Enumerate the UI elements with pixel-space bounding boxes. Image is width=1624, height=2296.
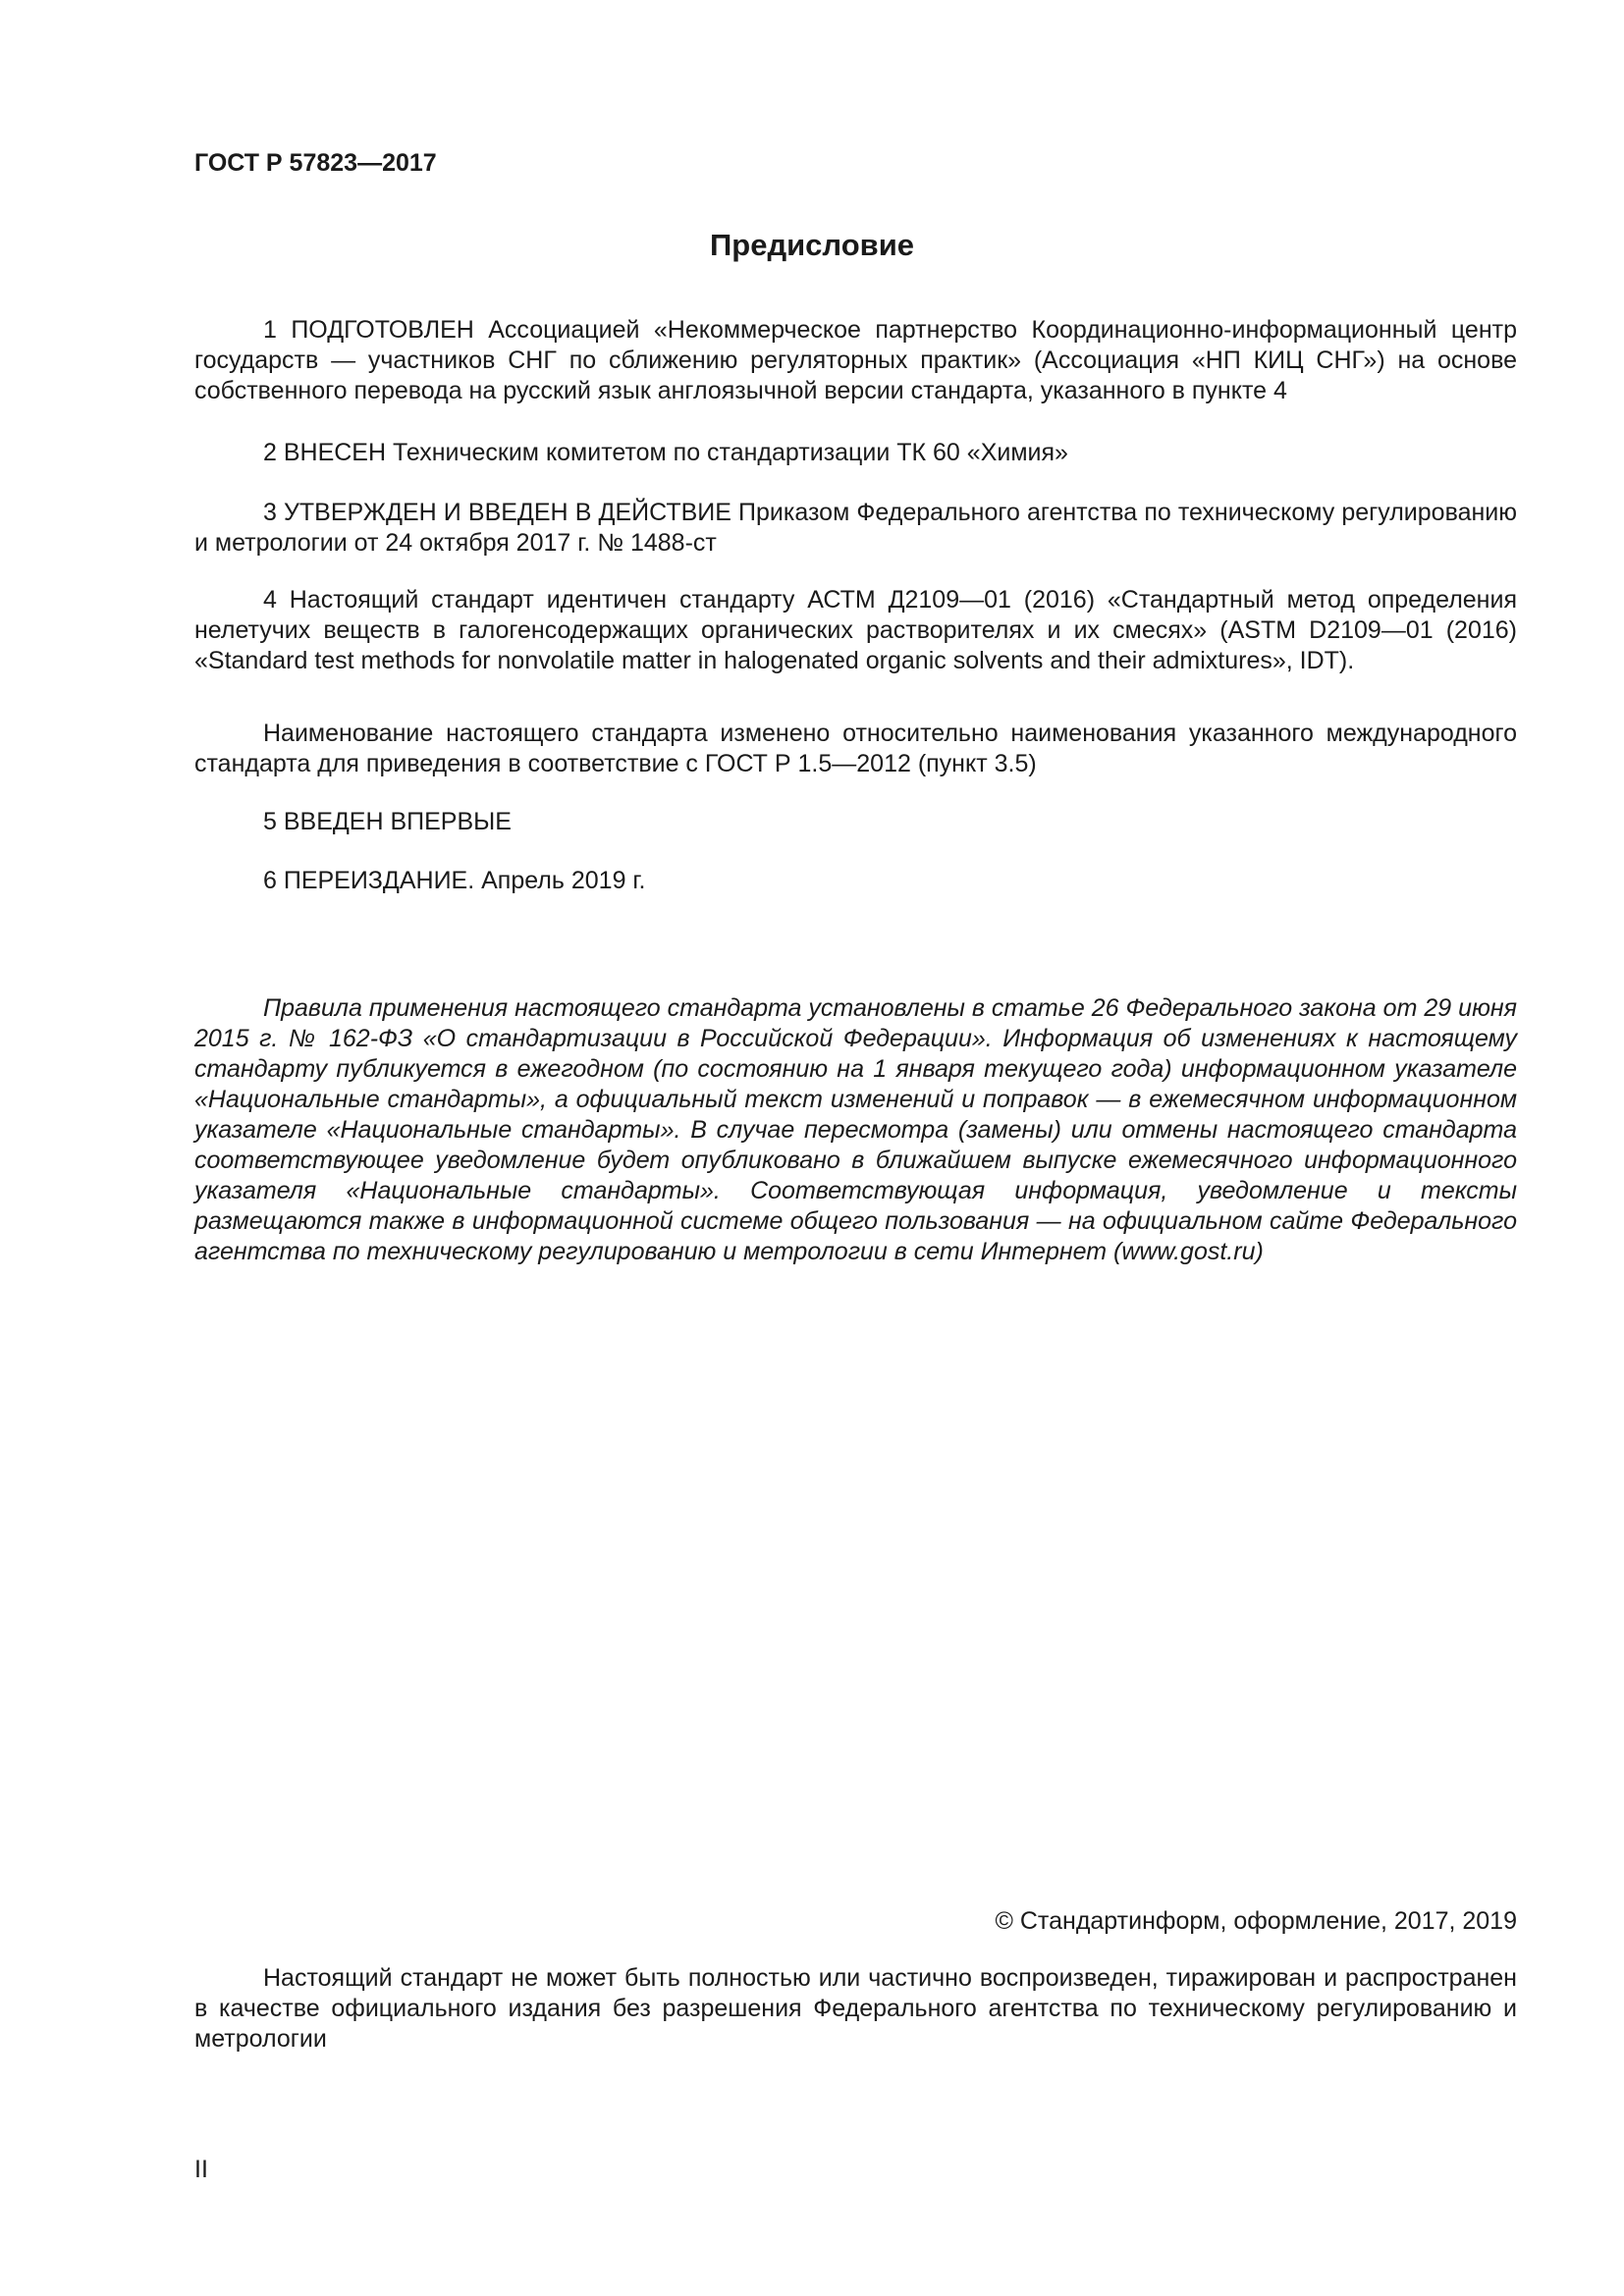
copyright-line: © Стандартинформ, оформление, 2017, 2019 bbox=[995, 1907, 1517, 1935]
document-code: ГОСТ Р 57823—2017 bbox=[194, 149, 437, 177]
page-number: II bbox=[194, 2156, 208, 2183]
item-3-approved: 3 УТВЕРЖДЕН И ВВЕДЕН В ДЕЙСТВИЕ Приказом Федерального агентства по техническому регулированию и метрологии от 24 октября 2017 г. № 1488-ст bbox=[194, 499, 1517, 557]
item-6-reissue: 6 ПЕРЕИЗДАНИЕ. Апрель 2019 г. bbox=[263, 867, 646, 894]
item-2-submitted: 2 ВНЕСЕН Техническим комитетом по стандартизации ТК 60 «Химия» bbox=[263, 439, 1068, 466]
reproduction-restriction: Настоящий стандарт не может быть полностью или частично воспроизведен, тиражирован и распространен в качестве официального издания без разрешения Федерального агентства по техническому регулированию и метрологии bbox=[194, 1964, 1517, 2053]
item-4-identical: 4 Настоящий стандарт идентичен стандарту АСТМ Д2109—01 (2016) «Стандартный метод определения нелетучих веществ в галогенсодержащих органических растворителях и их смесях» (ASTM D2109—01 (2016) «Standard test methods for nonvolatile matter in halogenated organic solvents and their admixtures», IDT). bbox=[194, 586, 1517, 674]
item-4-name-note: Наименование настоящего стандарта изменено относительно наименования указанного международного стандарта для приведения в соответствие с ГОСТ Р 1.5—2012 (пункт 3.5) bbox=[194, 720, 1517, 777]
item-5-introduced: 5 ВВЕДЕН ВПЕРВЫЕ bbox=[263, 808, 512, 835]
page-title: Предисловие bbox=[709, 228, 914, 262]
item-1-prepared: 1 ПОДГОТОВЛЕН Ассоциацией «Некоммерческое партнерство Координационно-информационный центр государств — участников СНГ по сближению регуляторных практик» (Ассоциация «НП КИЦ СНГ») на основе собственного перевода на русский язык англоязычной версии стандарта, указанного в пункте 4 bbox=[194, 316, 1517, 404]
application-rules-notice: Правила применения настоящего стандарта установлены в статье 26 Федерального закона от 29 июня 2015 г. № 162-ФЗ «О стандартизации в Российской Федерации». Информация об изменениях к настоящему стандарту публикуется в ежегодном (по состоянию на 1 января текущего года) информационном указателе «Национальные стандарты», а официальный текст изменений и поправок — в ежемесячном информационном указателе «Национальные стандарты». В случае пересмотра (замены) или отмены настоящего стандарта соответствующее уведомление будет опубликовано в ближайшем выпуске ежемесячного информационного указателя «Национальные стандарты». Соответствующая информация, уведомление и тексты размещаются также в информационной системе общего пользования — на официальном сайте Федерального агентства по техническому регулированию и метрологии в сети Интернет (www.gost.ru) bbox=[194, 994, 1517, 1265]
